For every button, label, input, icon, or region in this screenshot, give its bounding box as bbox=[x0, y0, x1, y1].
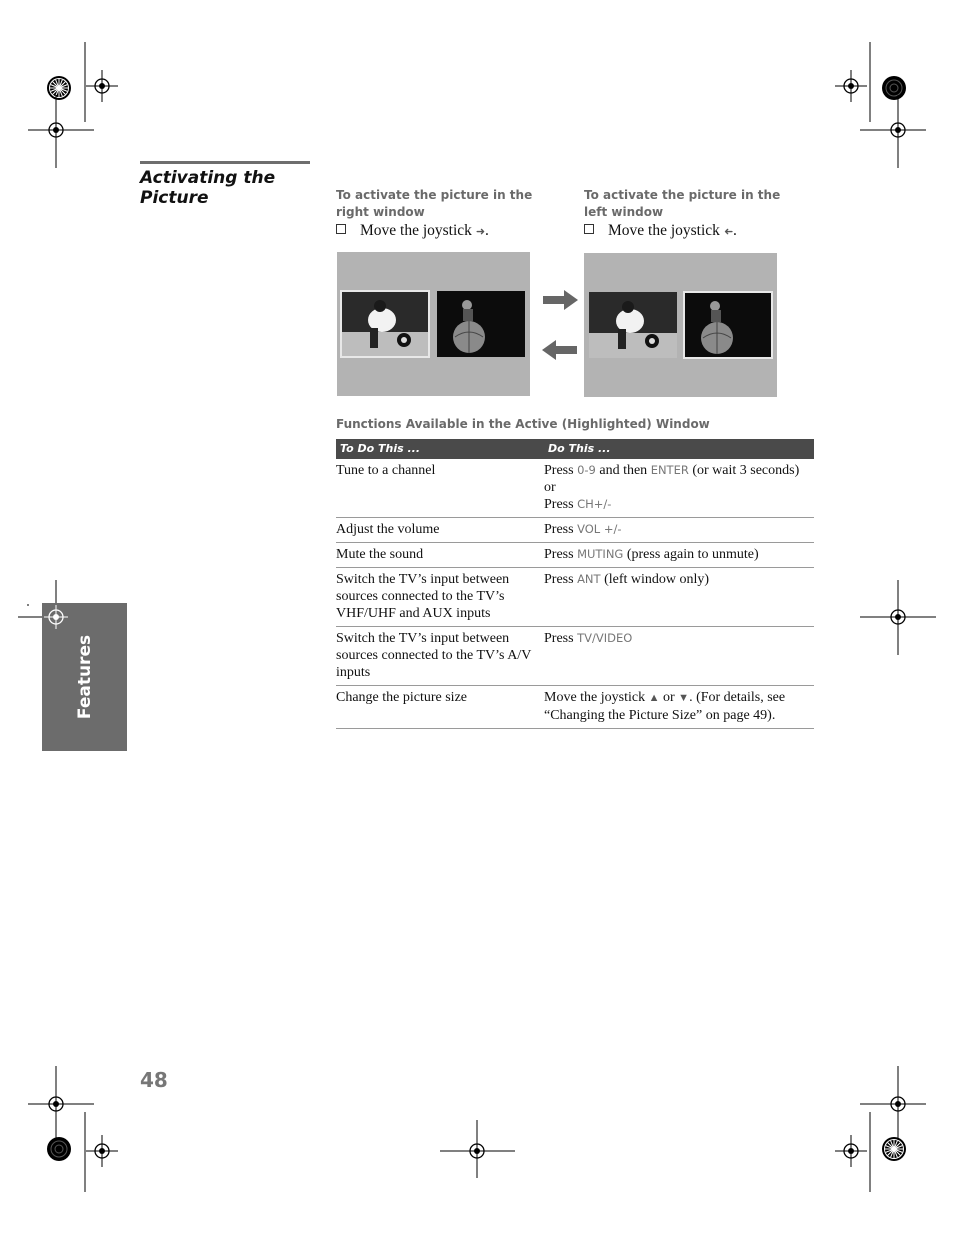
button-name: 0-9 bbox=[577, 463, 596, 477]
table-row bbox=[336, 686, 814, 729]
text: or bbox=[659, 690, 679, 705]
button-name: TV/VIDEO bbox=[577, 631, 633, 645]
column-header: Do This ... bbox=[544, 439, 814, 459]
registration-mark-icon bbox=[44, 605, 68, 629]
right-picture bbox=[437, 291, 525, 357]
table-title: Functions Available in the Active (Highlighted) Window bbox=[336, 417, 710, 431]
chapter-tab-text: Features bbox=[74, 634, 95, 720]
task-cell: Switch the TV’s input between sources connected to the TV’s A/V inputs bbox=[336, 627, 544, 686]
tv-screen-left-active bbox=[337, 252, 530, 396]
globe-photo bbox=[685, 293, 771, 357]
arrow-left-icon bbox=[542, 340, 577, 360]
right-step-text: Move the joystick bbox=[360, 222, 472, 239]
left-step-text: Move the joystick bbox=[608, 222, 720, 239]
text: and then bbox=[595, 463, 651, 478]
checkbox-bullet bbox=[584, 224, 594, 234]
checkbox-bullet bbox=[336, 224, 346, 234]
left-picture bbox=[589, 292, 677, 358]
table-header-row bbox=[336, 439, 814, 459]
arrow-down-icon: ▼ bbox=[678, 692, 690, 704]
arrow-right-icon bbox=[543, 290, 578, 310]
text: (left window only) bbox=[600, 572, 710, 587]
text: Press bbox=[544, 522, 578, 537]
functions-table bbox=[336, 439, 814, 729]
action-cell bbox=[544, 518, 814, 543]
globe-photo bbox=[437, 291, 525, 357]
text: (press again to unmute) bbox=[623, 547, 759, 562]
right-window-step: Move the joystick ➜. bbox=[336, 222, 489, 241]
table-row bbox=[336, 459, 814, 518]
task-cell: Adjust the volume bbox=[336, 518, 544, 543]
arrow-left-icon: ➜ bbox=[723, 226, 734, 238]
button-name: MUTING bbox=[577, 547, 624, 561]
table-row bbox=[336, 568, 814, 627]
text: Press bbox=[544, 631, 578, 646]
section-rule bbox=[140, 161, 310, 164]
action-cell bbox=[544, 627, 814, 686]
baseball-photo bbox=[589, 292, 677, 358]
action-cell bbox=[544, 686, 814, 729]
left-window-heading: To activate the picture in the left window bbox=[584, 188, 781, 219]
action-cell bbox=[544, 568, 814, 627]
text: Press bbox=[544, 497, 578, 512]
switch-arrows bbox=[540, 290, 580, 360]
text: . (For details, see “Changing the Picture Size” on page 49). bbox=[544, 690, 786, 723]
text: Move the joystick bbox=[544, 690, 649, 705]
button-name: VOL +/- bbox=[577, 522, 622, 536]
tv-screen-right-active bbox=[584, 253, 777, 397]
table-row bbox=[336, 543, 814, 568]
right-window-heading: To activate the picture in the right window bbox=[336, 188, 533, 219]
arrow-up-icon: ▲ bbox=[648, 692, 660, 704]
action-cell bbox=[544, 459, 814, 518]
text: Press bbox=[544, 547, 578, 562]
text: (or wait 3 seconds) or bbox=[544, 463, 800, 495]
task-cell: Tune to a channel bbox=[336, 459, 544, 518]
right-picture-highlighted bbox=[683, 291, 773, 359]
section-title: Activating the Picture bbox=[140, 168, 276, 208]
task-cell: Mute the sound bbox=[336, 543, 544, 568]
button-name: ANT bbox=[577, 572, 601, 586]
task-cell: Change the picture size bbox=[336, 686, 544, 729]
text: Press bbox=[544, 463, 578, 478]
button-name: CH+/- bbox=[577, 497, 612, 511]
arrow-right-icon: ➜ bbox=[475, 226, 486, 238]
page-number: 48 bbox=[140, 1068, 168, 1092]
action-cell bbox=[544, 543, 814, 568]
left-picture-highlighted bbox=[340, 290, 430, 358]
column-header: To Do This ... bbox=[336, 439, 544, 459]
left-window-step: Move the joystick ➜. bbox=[584, 222, 737, 241]
baseball-photo bbox=[342, 292, 428, 356]
button-name: ENTER bbox=[650, 463, 689, 477]
task-cell: Switch the TV’s input between sources connected to the TV’s VHF/UHF and AUX inputs bbox=[336, 568, 544, 627]
table-row bbox=[336, 518, 814, 543]
table-row bbox=[336, 627, 814, 686]
text: Press bbox=[544, 572, 578, 587]
